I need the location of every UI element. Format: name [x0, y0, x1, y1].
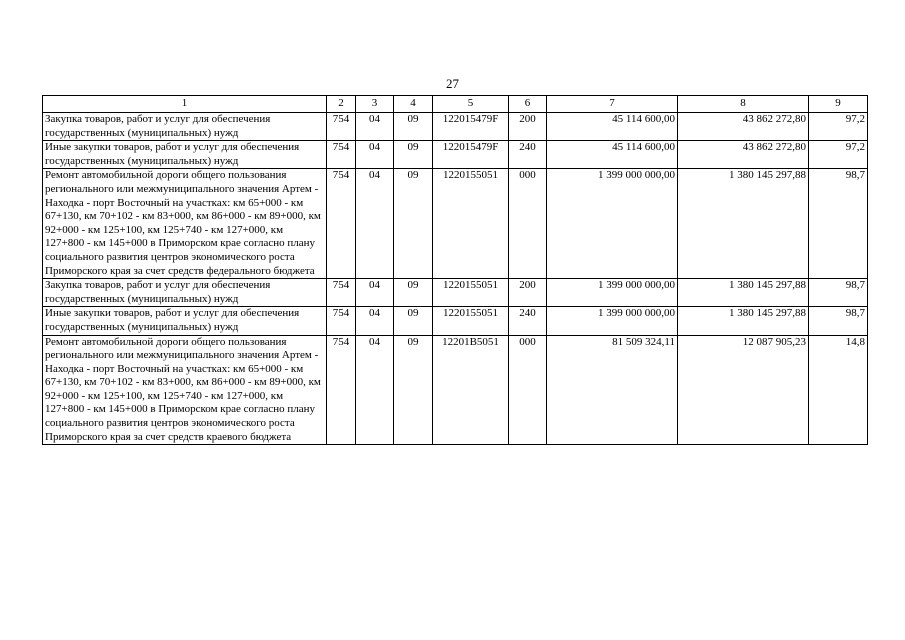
- row-c2: 754: [327, 141, 356, 169]
- page-number: 27: [446, 76, 459, 91]
- row-c4: 09: [394, 307, 433, 335]
- row-name: Закупка товаров, работ и услуг для обеспечения государственных (муниципальных) нужд: [43, 279, 327, 307]
- row-c7: 1 399 000 000,00: [547, 279, 678, 307]
- table-row: [43, 279, 868, 307]
- row-c9: 97,2: [809, 141, 868, 169]
- row-c9: 14,8: [809, 335, 868, 445]
- row-c4: 09: [394, 113, 433, 141]
- row-c8: 12 087 905,23: [678, 335, 809, 445]
- row-c2: 754: [327, 279, 356, 307]
- row-c4: 09: [394, 279, 433, 307]
- row-c5: 1220155051: [433, 307, 509, 335]
- row-c9: 98,7: [809, 307, 868, 335]
- row-name: Ремонт автомобильной дороги общего пользования регионального или межмуниципального значения Артем - Находка - порт Восточный на участках: км 65+000 - км 67+130, км 70+102 - км 83+000, км 86+000 - км 89+000, км 92+000 - км 125+100, км 125+740 - км 127+000, км 127+800 - км 145+000 в Приморском крае согласно плану социального развития центров экономического роста Приморского края за счет средств краевого бюджета: [43, 335, 327, 445]
- row-name: Иные закупки товаров, работ и услуг для обеспечения государственных (муниципальных) нужд: [43, 307, 327, 335]
- table-row: [43, 169, 868, 279]
- row-c9: 98,7: [809, 279, 868, 307]
- col-header-9: 9: [809, 96, 868, 113]
- col-header-3: 3: [356, 96, 394, 113]
- table-row: [43, 141, 868, 169]
- col-header-8: 8: [678, 96, 809, 113]
- col-header-1: 1: [43, 96, 327, 113]
- row-c5: 122015479F: [433, 141, 509, 169]
- table-row: [43, 113, 868, 141]
- row-c2: 754: [327, 335, 356, 445]
- row-c8: 43 862 272,80: [678, 113, 809, 141]
- row-c2: 754: [327, 169, 356, 279]
- row-c7: 81 509 324,11: [547, 335, 678, 445]
- row-c2: 754: [327, 307, 356, 335]
- col-header-7: 7: [547, 96, 678, 113]
- table-row: [43, 307, 868, 335]
- row-c5: 122015479F: [433, 113, 509, 141]
- row-c8: 1 380 145 297,88: [678, 307, 809, 335]
- col-header-4: 4: [394, 96, 433, 113]
- row-c5: 1220155051: [433, 279, 509, 307]
- row-c7: 45 114 600,00: [547, 141, 678, 169]
- row-c4: 09: [394, 169, 433, 279]
- col-header-5: 5: [433, 96, 509, 113]
- row-c2: 754: [327, 113, 356, 141]
- row-c5: 12201B5051: [433, 335, 509, 445]
- row-c3: 04: [356, 141, 394, 169]
- table-row: [43, 335, 868, 445]
- row-c8: 1 380 145 297,88: [678, 169, 809, 279]
- row-c9: 98,7: [809, 169, 868, 279]
- row-c6: 000: [509, 335, 547, 445]
- row-c6: 000: [509, 169, 547, 279]
- header-row: [43, 96, 868, 113]
- row-c4: 09: [394, 141, 433, 169]
- row-c3: 04: [356, 169, 394, 279]
- row-name: Иные закупки товаров, работ и услуг для обеспечения государственных (муниципальных) нужд: [43, 141, 327, 169]
- row-c7: 45 114 600,00: [547, 113, 678, 141]
- row-c7: 1 399 000 000,00: [547, 307, 678, 335]
- col-header-6: 6: [509, 96, 547, 113]
- row-c7: 1 399 000 000,00: [547, 169, 678, 279]
- row-c3: 04: [356, 335, 394, 445]
- col-header-2: 2: [327, 96, 356, 113]
- row-name: Ремонт автомобильной дороги общего пользования регионального или межмуниципального значения Артем - Находка - порт Восточный на участках: км 65+000 - км 67+130, км 70+102 - км 83+000, км 86+000 - км 89+000, км 92+000 - км 125+100, км 125+740 - км 127+000, км 127+800 - км 145+000 в Приморском крае согласно плану социального развития центров экономического роста Приморского края за счет средств федерального бюджета: [43, 169, 327, 279]
- row-c6: 240: [509, 307, 547, 335]
- row-c6: 200: [509, 113, 547, 141]
- row-c3: 04: [356, 113, 394, 141]
- row-c3: 04: [356, 279, 394, 307]
- budget-table: [42, 95, 868, 445]
- row-c4: 09: [394, 335, 433, 445]
- row-c6: 200: [509, 279, 547, 307]
- row-c5: 1220155051: [433, 169, 509, 279]
- row-c3: 04: [356, 307, 394, 335]
- row-name: Закупка товаров, работ и услуг для обеспечения государственных (муниципальных) нужд: [43, 113, 327, 141]
- row-c8: 1 380 145 297,88: [678, 279, 809, 307]
- row-c8: 43 862 272,80: [678, 141, 809, 169]
- row-c6: 240: [509, 141, 547, 169]
- row-c9: 97,2: [809, 113, 868, 141]
